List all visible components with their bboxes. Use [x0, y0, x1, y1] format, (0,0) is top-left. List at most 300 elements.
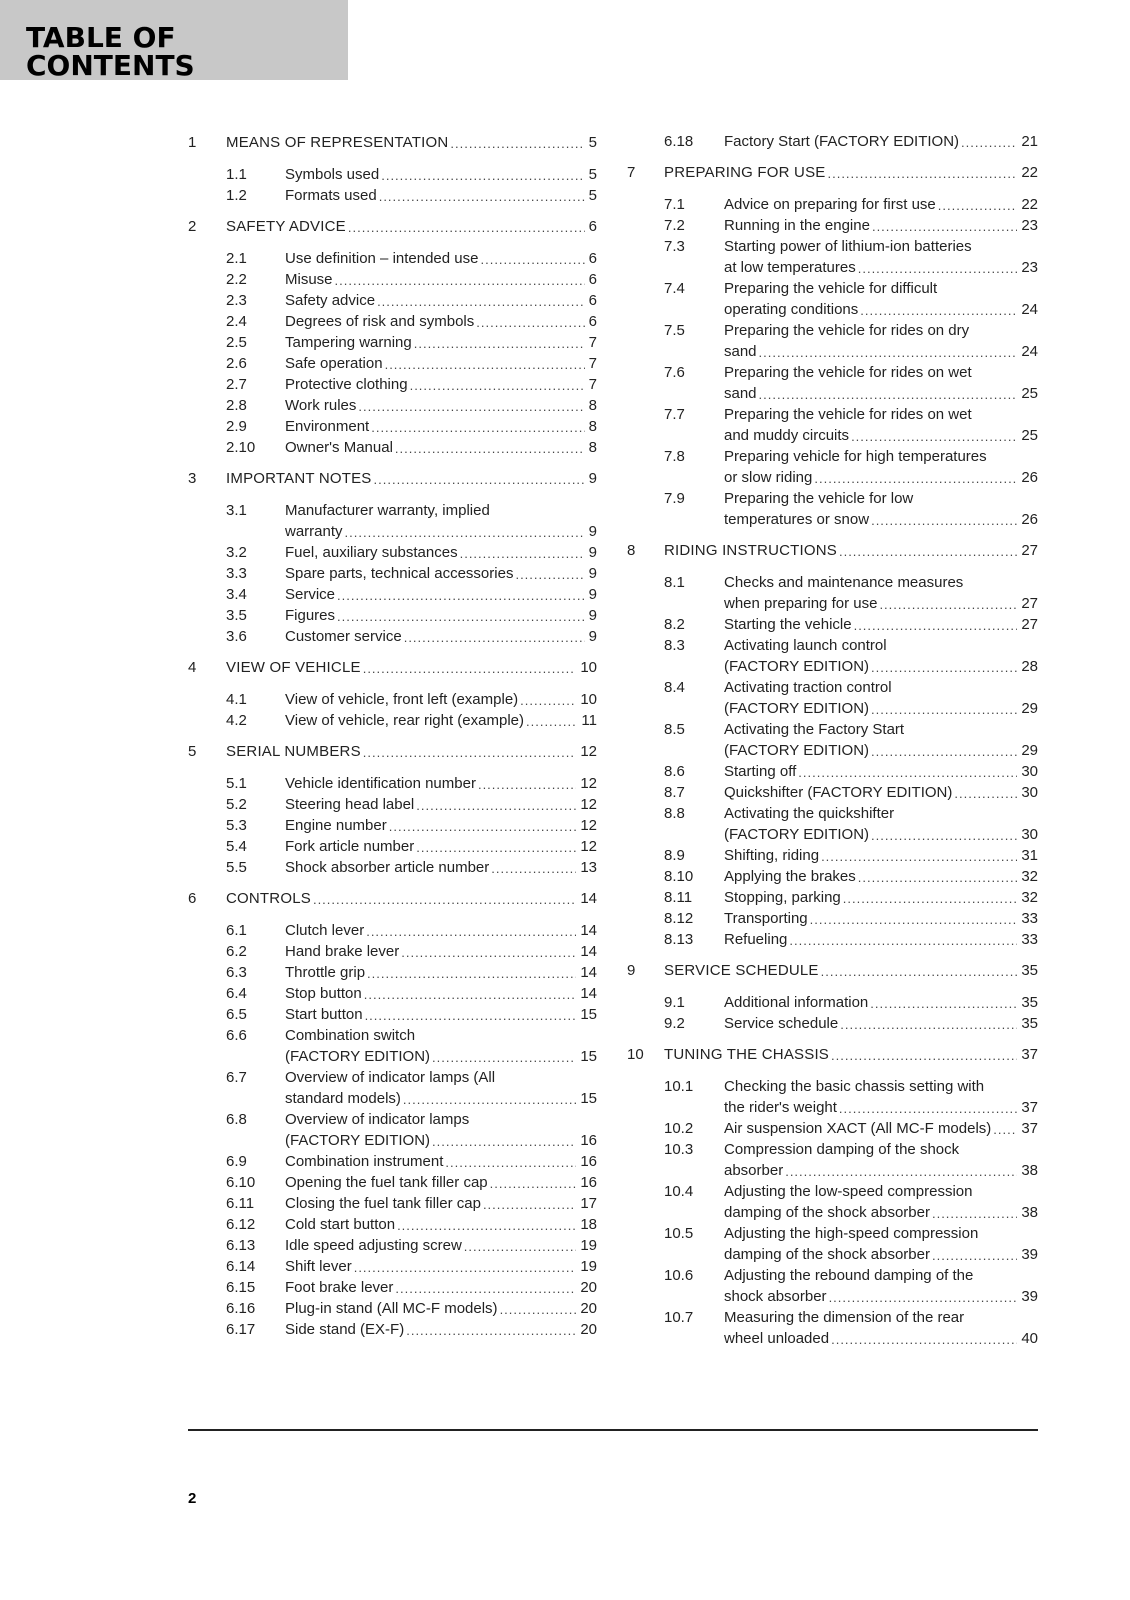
- toc-page-number: 15: [580, 1006, 597, 1023]
- toc-page-number: 26: [1021, 511, 1038, 528]
- dot-leader: [821, 847, 1017, 866]
- toc-title: View of vehicle, front left (example): [285, 691, 519, 708]
- toc-title: Stop button: [285, 985, 362, 1002]
- toc-page-number: 13: [580, 859, 597, 876]
- dot-leader: [961, 133, 1017, 152]
- toc-page-number: 24: [1021, 301, 1038, 318]
- toc-title: View of vehicle, rear right (example): [285, 712, 524, 729]
- toc-page-number: 37: [1021, 1120, 1038, 1137]
- toc-title: Service schedule: [724, 1015, 839, 1032]
- toc-page-number: 7: [588, 355, 597, 372]
- toc-number: 6.13: [226, 1237, 256, 1254]
- toc-title: SERIAL NUMBERS: [226, 743, 361, 760]
- toc-section[interactable]: [226, 794, 597, 815]
- toc-number: 10.5: [664, 1225, 694, 1242]
- dot-leader: [432, 1048, 576, 1067]
- dot-leader: [831, 1046, 1017, 1065]
- dot-leader: [500, 1300, 577, 1319]
- dot-leader: [389, 817, 577, 836]
- toc-number: 8.4: [664, 679, 685, 696]
- toc-title: Steering head label: [285, 796, 415, 813]
- toc-section[interactable]: [226, 1256, 597, 1277]
- toc-page-number: 6: [588, 250, 597, 267]
- toc-title: Combination switch: [285, 1027, 416, 1044]
- dot-leader: [410, 376, 585, 395]
- toc-number: 3.6: [226, 628, 247, 645]
- toc-page-number: 20: [580, 1279, 597, 1296]
- page-title: TABLE OF CONTENTS: [26, 21, 195, 82]
- dot-leader: [759, 385, 1018, 404]
- toc-page-number: 14: [580, 922, 597, 939]
- toc-page-number: 29: [1021, 700, 1038, 717]
- dot-leader: [401, 943, 576, 962]
- toc-section[interactable]: [226, 290, 597, 311]
- toc-title: Throttle grip: [285, 964, 366, 981]
- toc-number: 7.5: [664, 322, 685, 339]
- dot-leader: [870, 994, 1017, 1013]
- toc-number: 5: [188, 743, 197, 760]
- toc-page-number: 12: [580, 743, 597, 760]
- toc-page-number: 10: [580, 659, 597, 676]
- toc-number: 6.15: [226, 1279, 256, 1296]
- dot-leader: [840, 1015, 1017, 1034]
- toc-title: Service: [285, 586, 336, 603]
- dot-leader: [851, 427, 1017, 446]
- toc-page-number: 27: [1021, 542, 1038, 559]
- toc-section[interactable]: [226, 416, 597, 437]
- dot-leader: [785, 1162, 1017, 1181]
- toc-section[interactable]: [664, 845, 1038, 866]
- toc-number: 3.1: [226, 502, 247, 519]
- toc-title: at low temperatures: [724, 259, 856, 276]
- toc-section[interactable]: [664, 572, 1038, 614]
- toc-title: Preparing the vehicle for difficult: [724, 280, 938, 297]
- toc-number: 6.9: [226, 1153, 247, 1170]
- toc-number: 10.3: [664, 1141, 694, 1158]
- dot-leader: [416, 838, 576, 857]
- toc-page-number: 30: [1021, 784, 1038, 801]
- dot-leader: [363, 743, 577, 762]
- toc-section[interactable]: [226, 1151, 597, 1172]
- toc-number: 6.10: [226, 1174, 256, 1191]
- toc-title: wheel unloaded: [724, 1330, 830, 1347]
- toc-section[interactable]: [226, 374, 597, 395]
- toc-title: SAFETY ADVICE: [226, 218, 346, 235]
- toc-section[interactable]: [664, 614, 1038, 635]
- dot-leader: [871, 826, 1017, 845]
- toc-section[interactable]: [226, 962, 597, 983]
- dot-leader: [385, 355, 585, 374]
- toc-section[interactable]: [226, 941, 597, 962]
- toc-section[interactable]: [226, 353, 597, 374]
- dot-leader: [954, 784, 1017, 803]
- toc-section[interactable]: [664, 1139, 1038, 1181]
- toc-page-number: 33: [1021, 910, 1038, 927]
- toc-section[interactable]: [226, 1025, 597, 1067]
- toc-number: 6.8: [226, 1111, 247, 1128]
- dot-leader: [337, 607, 585, 626]
- toc-title: Applying the brakes: [724, 868, 856, 885]
- toc-chapter[interactable]: [627, 540, 1038, 561]
- toc-title: Customer service: [285, 628, 402, 645]
- dot-leader: [395, 1279, 576, 1298]
- toc-number: 6.17: [226, 1321, 256, 1338]
- toc-section[interactable]: [664, 866, 1038, 887]
- toc-number: 3: [188, 470, 197, 487]
- toc-section[interactable]: [226, 815, 597, 836]
- dot-leader: [478, 775, 576, 794]
- dot-leader: [821, 962, 1018, 981]
- toc-page-number: 23: [1021, 259, 1038, 276]
- toc-number: 2.9: [226, 418, 247, 435]
- toc-section[interactable]: [226, 311, 597, 332]
- toc-title: Advice on preparing for first use: [724, 196, 936, 213]
- toc-chapter[interactable]: [188, 741, 597, 762]
- toc-number: 10.2: [664, 1120, 694, 1137]
- toc-number: 5.5: [226, 859, 247, 876]
- toc-section[interactable]: [226, 605, 597, 626]
- toc-section[interactable]: [226, 1067, 597, 1109]
- toc-section[interactable]: [226, 269, 597, 290]
- toc-section[interactable]: [664, 278, 1038, 320]
- toc-section[interactable]: [664, 1265, 1038, 1307]
- toc-section[interactable]: [664, 887, 1038, 908]
- toc-title: sand: [724, 385, 757, 402]
- toc-section[interactable]: [226, 689, 597, 710]
- toc-page-number: 22: [1021, 196, 1038, 213]
- toc-page-number: 6: [588, 313, 597, 330]
- toc-page-number: 38: [1021, 1204, 1038, 1221]
- toc-number: 2.6: [226, 355, 247, 372]
- toc-title: (FACTORY EDITION): [724, 742, 870, 759]
- dot-leader: [464, 1237, 577, 1256]
- toc-title: Combination instrument: [285, 1153, 444, 1170]
- toc-page-number: 8: [588, 397, 597, 414]
- toc-title: (FACTORY EDITION): [724, 700, 870, 717]
- toc-number: 8.12: [664, 910, 694, 927]
- toc-section[interactable]: [664, 404, 1038, 446]
- toc-title: Cold start button: [285, 1216, 396, 1233]
- toc-title: Activating the quickshifter: [724, 805, 895, 822]
- toc-number: 7.6: [664, 364, 685, 381]
- toc-page-number: 35: [1021, 1015, 1038, 1032]
- toc-section[interactable]: [226, 332, 597, 353]
- toc-section[interactable]: [226, 710, 597, 731]
- toc-chapter[interactable]: [188, 132, 597, 153]
- toc-title: shock absorber: [724, 1288, 827, 1305]
- toc-title: Adjusting the rebound damping of the: [724, 1267, 974, 1284]
- dot-leader: [480, 250, 584, 269]
- toc-number: 6: [188, 890, 197, 907]
- toc-chapter[interactable]: [188, 468, 597, 489]
- toc-section[interactable]: [226, 584, 597, 605]
- toc-section[interactable]: [226, 1298, 597, 1319]
- toc-page-number: 8: [588, 418, 597, 435]
- toc-title: SERVICE SCHEDULE: [664, 962, 819, 979]
- toc-section[interactable]: [226, 185, 597, 206]
- toc-section[interactable]: [226, 563, 597, 584]
- toc-chapter[interactable]: [627, 162, 1038, 183]
- toc-title: Formats used: [285, 187, 377, 204]
- dot-leader: [337, 586, 585, 605]
- toc-title: CONTROLS: [226, 890, 311, 907]
- toc-title: warranty: [285, 523, 343, 540]
- toc-number: 6.18: [664, 133, 694, 150]
- toc-number: 2.10: [226, 439, 256, 456]
- toc-section[interactable]: [664, 320, 1038, 362]
- toc-section[interactable]: [664, 236, 1038, 278]
- dot-leader: [335, 271, 585, 290]
- toc-section[interactable]: [664, 1076, 1038, 1118]
- dot-leader: [858, 259, 1018, 278]
- toc-title: Stopping, parking: [724, 889, 841, 906]
- toc-page-number: 7: [588, 376, 597, 393]
- toc-page-number: 18: [580, 1216, 597, 1233]
- toc-title: Foot brake lever: [285, 1279, 394, 1296]
- toc-page-number: 40: [1021, 1330, 1038, 1347]
- toc-page-number: 5: [588, 187, 597, 204]
- toc-page-number: 37: [1021, 1099, 1038, 1116]
- toc-title: Opening the fuel tank filler cap: [285, 1174, 488, 1191]
- toc-section[interactable]: [664, 194, 1038, 215]
- toc-number: 1.2: [226, 187, 247, 204]
- toc-number: 10.6: [664, 1267, 694, 1284]
- toc-page-number: 25: [1021, 385, 1038, 402]
- toc-title: (FACTORY EDITION): [724, 826, 870, 843]
- toc-page-number: 16: [580, 1153, 597, 1170]
- toc-title: Overview of indicator lamps: [285, 1111, 470, 1128]
- toc-title: sand: [724, 343, 757, 360]
- toc-section[interactable]: [664, 1118, 1038, 1139]
- toc-number: 6.16: [226, 1300, 256, 1317]
- toc-page-number: 14: [580, 943, 597, 960]
- toc-title: Measuring the dimension of the rear: [724, 1309, 965, 1326]
- toc-page-number: 20: [580, 1300, 597, 1317]
- toc-number: 10.1: [664, 1078, 694, 1095]
- toc-number: 7.4: [664, 280, 685, 297]
- toc-number: 6.4: [226, 985, 247, 1002]
- toc-section[interactable]: [664, 446, 1038, 488]
- dot-leader: [871, 511, 1017, 530]
- dot-leader: [450, 134, 584, 153]
- dot-leader: [932, 1204, 1017, 1223]
- toc-page-number: 33: [1021, 931, 1038, 948]
- toc-chapter[interactable]: [627, 960, 1038, 981]
- toc-chapter[interactable]: [188, 657, 597, 678]
- toc-title: Safe operation: [285, 355, 383, 372]
- toc-page-number: 32: [1021, 868, 1038, 885]
- toc-section[interactable]: [226, 1004, 597, 1025]
- toc-section[interactable]: [664, 677, 1038, 719]
- dot-leader: [363, 659, 577, 678]
- toc-chapter[interactable]: [188, 888, 597, 909]
- toc-title: (FACTORY EDITION): [724, 658, 870, 675]
- dot-leader: [416, 796, 576, 815]
- toc-number: 7.7: [664, 406, 685, 423]
- toc-title: Additional information: [724, 994, 869, 1011]
- dot-leader: [871, 700, 1017, 719]
- toc-section[interactable]: [664, 131, 1038, 152]
- toc-page-number: 21: [1021, 133, 1038, 150]
- toc-section[interactable]: [226, 164, 597, 185]
- dot-leader: [377, 292, 585, 311]
- toc-number: 2.2: [226, 271, 247, 288]
- toc-number: 5.1: [226, 775, 247, 792]
- toc-page-number: 12: [580, 817, 597, 834]
- toc-section[interactable]: [226, 1172, 597, 1193]
- toc-title: when preparing for use: [724, 595, 878, 612]
- toc-page-number: 9: [588, 565, 597, 582]
- toc-title: Plug-in stand (All MC-F models): [285, 1300, 498, 1317]
- dot-leader: [858, 868, 1018, 887]
- toc-page-number: 26: [1021, 469, 1038, 486]
- toc-page-number: 6: [588, 271, 597, 288]
- dot-leader: [403, 1090, 576, 1109]
- toc-section[interactable]: [226, 395, 597, 416]
- toc-page-number: 12: [580, 838, 597, 855]
- toc-chapter[interactable]: [627, 1044, 1038, 1065]
- dot-leader: [374, 470, 585, 489]
- toc-section[interactable]: [226, 1235, 597, 1256]
- toc-section[interactable]: [664, 803, 1038, 845]
- dot-leader: [938, 196, 1018, 215]
- toc-title: Preparing the vehicle for low: [724, 490, 914, 507]
- toc-title: operating conditions: [724, 301, 859, 318]
- footer-divider: [188, 1429, 1038, 1431]
- toc-section[interactable]: [226, 542, 597, 563]
- toc-section[interactable]: [226, 626, 597, 647]
- toc-number: 5.3: [226, 817, 247, 834]
- toc-title: Preparing the vehicle for rides on dry: [724, 322, 970, 339]
- toc-title: Closing the fuel tank filler cap: [285, 1195, 481, 1212]
- toc-title: Protective clothing: [285, 376, 408, 393]
- toc-title: Starting off: [724, 763, 797, 780]
- toc-number: 2: [188, 218, 197, 235]
- toc-page-number: 25: [1021, 427, 1038, 444]
- toc-number: 6.2: [226, 943, 247, 960]
- toc-number: 6.3: [226, 964, 247, 981]
- dot-leader: [367, 964, 576, 983]
- toc-title: Preparing the vehicle for rides on wet: [724, 406, 972, 423]
- toc-title: Starting power of lithium-ion batteries: [724, 238, 972, 255]
- toc-section[interactable]: [226, 920, 597, 941]
- toc-number: 4.2: [226, 712, 247, 729]
- dot-leader: [839, 1099, 1017, 1118]
- toc-number: 10: [627, 1046, 644, 1063]
- toc-number: 3.2: [226, 544, 247, 561]
- toc-title: temperatures or snow: [724, 511, 870, 528]
- toc-title: Starting the vehicle: [724, 616, 852, 633]
- toc-title: RIDING INSTRUCTIONS: [664, 542, 837, 559]
- toc-number: 8.9: [664, 847, 685, 864]
- toc-page-number: 35: [1021, 962, 1038, 979]
- toc-title: Spare parts, technical accessories: [285, 565, 514, 582]
- toc-page-number: 22: [1021, 164, 1038, 181]
- toc-title: Preparing the vehicle for rides on wet: [724, 364, 972, 381]
- dot-leader: [414, 334, 585, 353]
- dot-leader: [445, 1153, 576, 1172]
- toc-title: PREPARING FOR USE: [664, 164, 826, 181]
- toc-number: 7.3: [664, 238, 685, 255]
- toc-title: Shock absorber article number: [285, 859, 490, 876]
- toc-section[interactable]: [226, 1193, 597, 1214]
- toc-page-number: 32: [1021, 889, 1038, 906]
- toc-section[interactable]: [226, 1109, 597, 1151]
- toc-section[interactable]: [226, 1214, 597, 1235]
- toc-section[interactable]: [226, 437, 597, 458]
- toc-title: Adjusting the high-speed compression: [724, 1225, 979, 1242]
- toc-title: and muddy circuits: [724, 427, 850, 444]
- toc-section[interactable]: [664, 1223, 1038, 1265]
- toc-section[interactable]: [226, 500, 597, 542]
- dot-leader: [364, 985, 577, 1004]
- toc-number: 6.12: [226, 1216, 256, 1233]
- dot-leader: [871, 742, 1017, 761]
- toc-section[interactable]: [226, 773, 597, 794]
- dot-leader: [381, 166, 584, 185]
- toc-section[interactable]: [664, 1181, 1038, 1223]
- toc-section[interactable]: [664, 1307, 1038, 1349]
- dot-leader: [829, 1288, 1018, 1307]
- toc-section[interactable]: [664, 719, 1038, 761]
- toc-number: 2.3: [226, 292, 247, 309]
- toc-number: 7.8: [664, 448, 685, 465]
- toc-section[interactable]: [226, 836, 597, 857]
- toc-title: Fork article number: [285, 838, 415, 855]
- dot-leader: [490, 1174, 577, 1193]
- toc-number: 2.4: [226, 313, 247, 330]
- dot-leader: [515, 565, 584, 584]
- toc-title: Preparing vehicle for high temperatures: [724, 448, 987, 465]
- toc-title: Vehicle identification number: [285, 775, 476, 792]
- toc-page-number: 7: [588, 334, 597, 351]
- toc-section[interactable]: [664, 929, 1038, 950]
- toc-page-number: 39: [1021, 1288, 1038, 1305]
- toc-section[interactable]: [226, 1319, 597, 1340]
- toc-section[interactable]: [664, 362, 1038, 404]
- toc-section[interactable]: [664, 908, 1038, 929]
- toc-section[interactable]: [664, 635, 1038, 677]
- dot-leader: [491, 859, 576, 878]
- toc-number: 8.7: [664, 784, 685, 801]
- toc-section[interactable]: [664, 782, 1038, 803]
- toc-chapter[interactable]: [188, 216, 597, 237]
- toc-section[interactable]: [664, 992, 1038, 1013]
- toc-section[interactable]: [226, 857, 597, 878]
- dot-leader: [345, 523, 585, 542]
- toc-section[interactable]: [664, 488, 1038, 530]
- toc-number: 8.11: [664, 889, 693, 906]
- toc-section[interactable]: [664, 761, 1038, 782]
- toc-page-number: 9: [588, 607, 597, 624]
- toc-section[interactable]: [226, 1277, 597, 1298]
- toc-page-number: 17: [580, 1195, 597, 1212]
- toc-title: Factory Start (FACTORY EDITION): [724, 133, 960, 150]
- toc-section[interactable]: [226, 983, 597, 1004]
- dot-leader: [827, 164, 1017, 183]
- toc-number: 2.8: [226, 397, 247, 414]
- dot-leader: [860, 301, 1017, 320]
- toc-page-number: 14: [580, 890, 597, 907]
- toc-number: 3.4: [226, 586, 247, 603]
- toc-section[interactable]: [226, 248, 597, 269]
- toc-page-number: 19: [580, 1237, 597, 1254]
- toc-section[interactable]: [664, 1013, 1038, 1034]
- dot-leader: [379, 187, 585, 206]
- dot-leader: [397, 1216, 576, 1235]
- toc-title: damping of the shock absorber: [724, 1246, 930, 1263]
- toc-section[interactable]: [664, 215, 1038, 236]
